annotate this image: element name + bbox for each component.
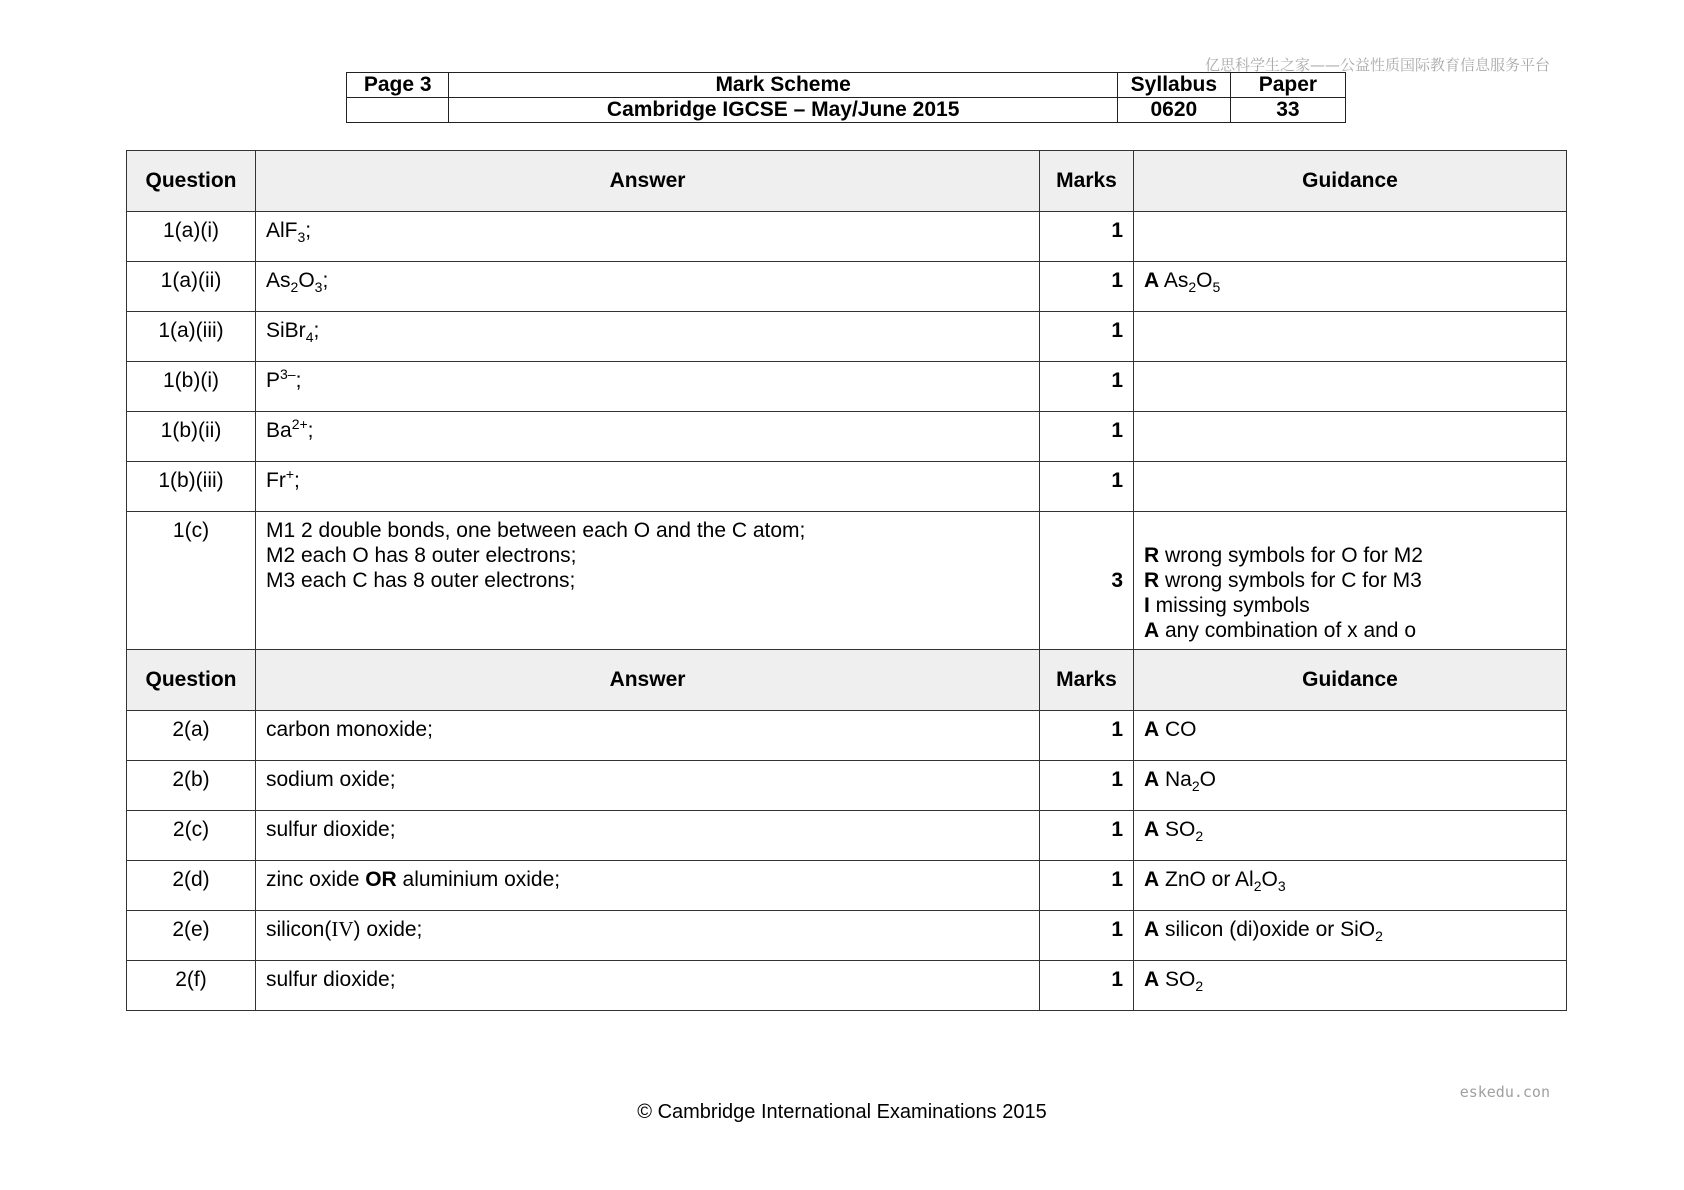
guidance-cell xyxy=(1134,212,1567,262)
guidance-cell: A silicon (di)oxide or SiO$_2$ xyxy=(1134,911,1567,961)
marks-cell: 1 xyxy=(1040,412,1134,462)
question-number: 2(b) xyxy=(127,761,256,811)
watermark-text: 亿思科学生之家——公益性质国际教育信息服务平台 xyxy=(1204,56,1550,74)
question-number: 2(c) xyxy=(127,811,256,861)
marks-cell: 1 xyxy=(1040,911,1134,961)
col-guidance: Guidance xyxy=(1134,151,1567,212)
answer-cell: AlF$_3$; xyxy=(256,212,1040,262)
guidance-cell: A $SO_2$ xyxy=(1134,961,1567,1011)
answer-cell: carbon monoxide; xyxy=(256,711,1040,761)
guidance-cell xyxy=(1134,512,1567,650)
guidance-cell xyxy=(1134,462,1567,512)
marks-cell: 1 xyxy=(1040,761,1134,811)
answer-cell: $As_2O_3$; xyxy=(256,262,1040,312)
guidance-line: I missing symbols xyxy=(1144,594,1310,617)
guidance-cell xyxy=(1134,362,1567,412)
answer-line: M1 2 double bonds, one between each O and the C atom; xyxy=(266,519,806,542)
table-row xyxy=(127,412,1567,462)
table-row xyxy=(127,212,1567,262)
answer-cell: $Ba^{2+}$; xyxy=(256,412,1040,462)
col-marks: Marks xyxy=(1040,650,1134,711)
table-row xyxy=(127,312,1567,362)
guidance-cell: A ZnO or $Al_2O_3$ xyxy=(1134,861,1567,911)
answer-line: M2 each O has 8 outer electrons; xyxy=(266,544,577,567)
marks-cell: 1 xyxy=(1040,811,1134,861)
syllabus-label: Syllabus xyxy=(1117,73,1230,98)
answer-cell: sulfur dioxide; xyxy=(256,961,1040,1011)
marks-cell: 1 xyxy=(1040,961,1134,1011)
answer-cell xyxy=(256,512,1040,650)
paper-number: 33 xyxy=(1230,98,1345,123)
header-empty-cell xyxy=(347,98,449,123)
guidance-line: A any combination of x and o xyxy=(1144,619,1417,642)
question-number: 1(b)(i) xyxy=(127,362,256,412)
question-number: 1(a)(i) xyxy=(127,212,256,262)
question-2-table xyxy=(126,649,1567,1011)
question-number: 1(a)(iii) xyxy=(127,312,256,362)
question-number: 2(a) xyxy=(127,711,256,761)
marks-cell: 1 xyxy=(1040,861,1134,911)
marks-cell: 1 xyxy=(1040,312,1134,362)
guidance-cell: A CO xyxy=(1134,711,1567,761)
guidance-cell xyxy=(1134,312,1567,362)
page-header-table xyxy=(346,72,1346,123)
table-row xyxy=(127,711,1567,761)
table-row xyxy=(127,761,1567,811)
marks-cell: 1 xyxy=(1040,362,1134,412)
col-question: Question xyxy=(127,151,256,212)
question-number: 2(d) xyxy=(127,861,256,911)
table-row xyxy=(127,512,1567,650)
table-header-row xyxy=(127,151,1567,212)
guidance-cell xyxy=(1134,412,1567,462)
marks-cell: 1 xyxy=(1040,212,1134,262)
marks-cell: 3 xyxy=(1040,512,1134,650)
question-number: 1(c) xyxy=(127,512,256,650)
exam-title: Cambridge IGCSE – May/June 2015 xyxy=(449,98,1117,123)
question-number: 1(b)(iii) xyxy=(127,462,256,512)
answer-cell: Fr+; xyxy=(256,462,1040,512)
marks-cell: 1 xyxy=(1040,711,1134,761)
guidance-line: R wrong symbols for O for M2 xyxy=(1144,544,1423,567)
answer-cell: $P^{3-}$; xyxy=(256,362,1040,412)
table-row xyxy=(127,262,1567,312)
answer-line: M3 each C has 8 outer electrons; xyxy=(266,569,576,592)
answer-cell: SiBr$_4$; xyxy=(256,312,1040,362)
table-header-row xyxy=(127,650,1567,711)
answer-cell: zinc oxide OR aluminium oxide; xyxy=(256,861,1040,911)
mark-scheme-label: Mark Scheme xyxy=(449,73,1117,98)
question-number: 2(f) xyxy=(127,961,256,1011)
col-answer: Answer xyxy=(256,650,1040,711)
copyright-footer: © Cambridge International Examinations 2015 xyxy=(637,1101,1047,1123)
question-number: 1(a)(ii) xyxy=(127,262,256,312)
answer-cell: silicon(IV) oxide; xyxy=(256,911,1040,961)
col-marks: Marks xyxy=(1040,151,1134,212)
col-question: Question xyxy=(127,650,256,711)
page-label: Page 3 xyxy=(347,73,449,98)
question-number: 2(e) xyxy=(127,911,256,961)
table-row xyxy=(127,362,1567,412)
answer-cell: sulfur dioxide; xyxy=(256,811,1040,861)
guidance-cell: A $SO_2$ xyxy=(1134,811,1567,861)
table-row xyxy=(127,811,1567,861)
table-row xyxy=(127,911,1567,961)
watermark-site: eskedu.con xyxy=(1459,1083,1550,1101)
col-answer: Answer xyxy=(256,151,1040,212)
guidance-line: R wrong symbols for C for M3 xyxy=(1144,569,1422,592)
guidance-cell: A $As_2O_5$ xyxy=(1134,262,1567,312)
col-guidance: Guidance xyxy=(1134,650,1567,711)
guidance-cell: A $Na_2O$ xyxy=(1134,761,1567,811)
answer-cell: sodium oxide; xyxy=(256,761,1040,811)
paper-label: Paper xyxy=(1230,73,1345,98)
question-1-table xyxy=(126,150,1567,650)
table-row xyxy=(127,462,1567,512)
table-row xyxy=(127,861,1567,911)
syllabus-code: 0620 xyxy=(1117,98,1230,123)
marks-cell: 1 xyxy=(1040,262,1134,312)
marks-cell: 1 xyxy=(1040,462,1134,512)
question-number: 1(b)(ii) xyxy=(127,412,256,462)
table-row xyxy=(127,961,1567,1011)
